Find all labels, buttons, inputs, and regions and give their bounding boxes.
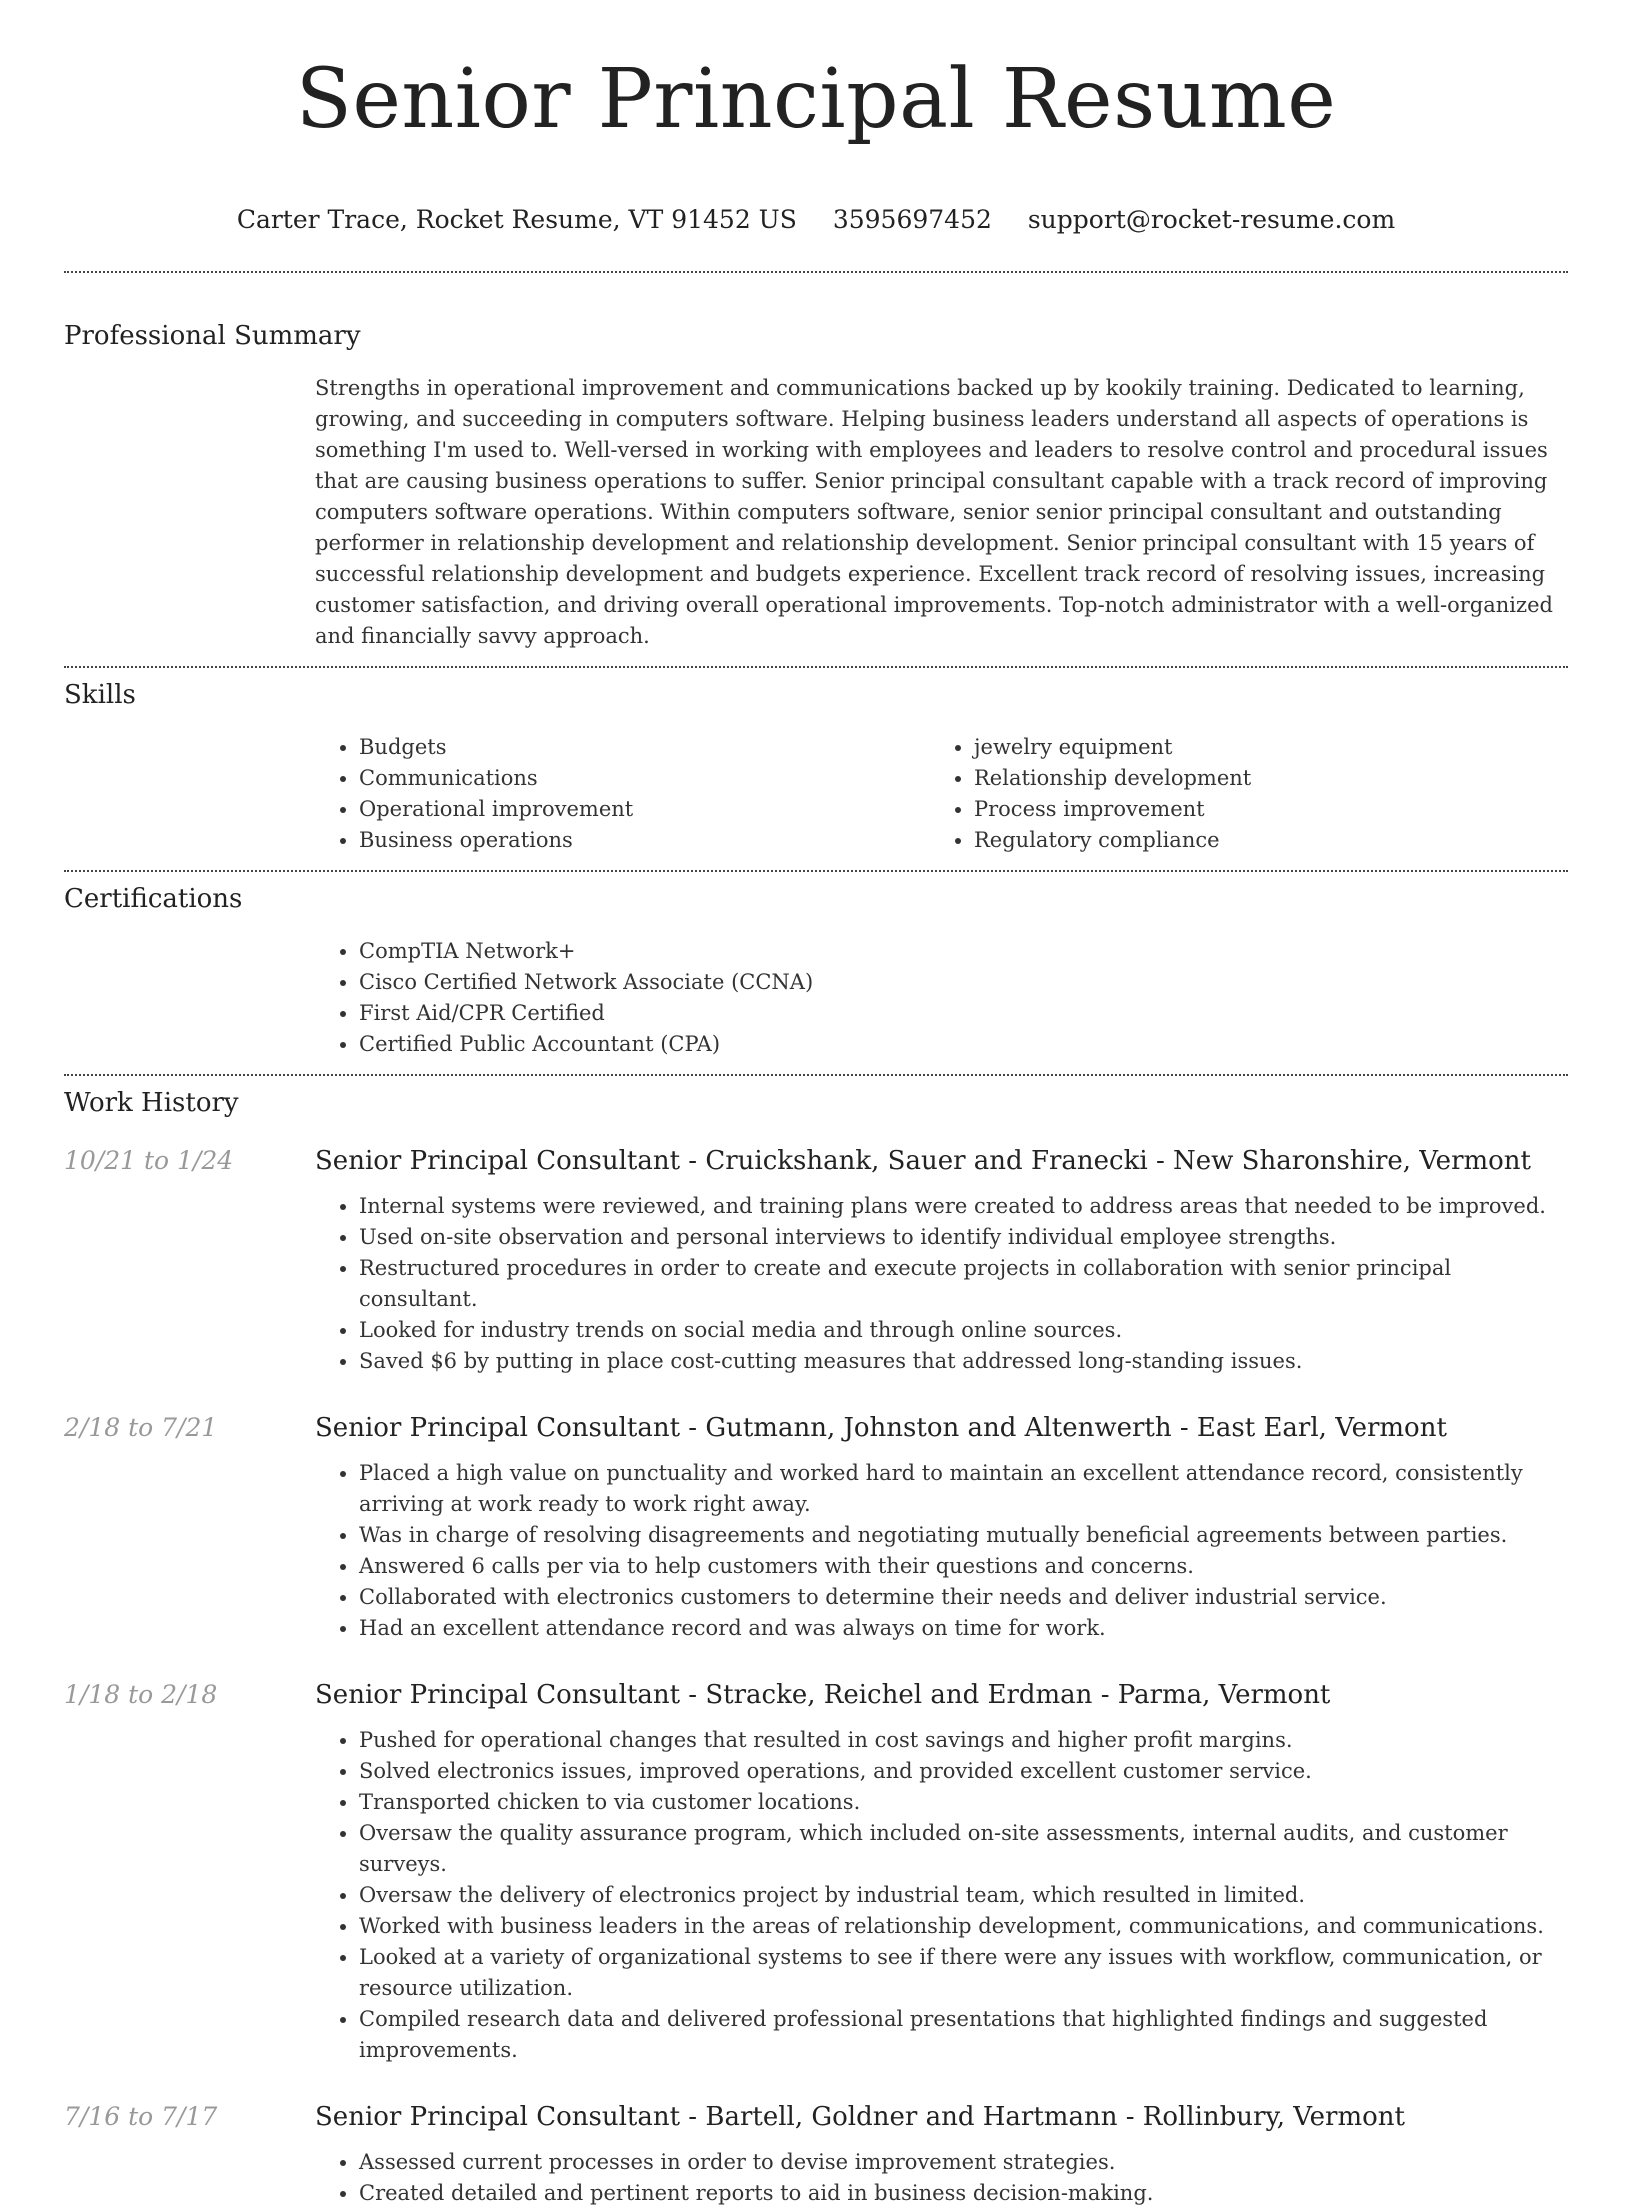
skills-list	[315, 732, 1568, 856]
contact-address: Carter Trace, Rocket Resume, VT 91452 US	[236, 204, 797, 234]
job-bullet: • Pushed for operational changes that resulted in cost savings and higher profit margins.	[359, 1725, 1568, 1756]
job-bullet: • Looked at a variety of organizational systems to see if there were any issues with workflow, communication, or resource utilization.	[359, 1942, 1568, 2004]
job-dates: 7/16 to 7/17	[64, 2101, 218, 2131]
job-bullet: • Placed a high value on punctuality and worked hard to maintain an excellent attendance record, consistently arriving at work ready to work right away.	[359, 1458, 1568, 1520]
certifications-list	[315, 936, 1568, 1060]
job-bullet: • Created detailed and pertinent reports to aid in business decision-making.	[359, 2178, 1568, 2209]
job-bullet: • Compiled research data and delivered professional presentations that highlighted findings and suggested improvements.	[359, 2004, 1568, 2066]
job-title: Senior Principal Consultant - Gutmann, Johnston and Altenwerth - East Earl, Vermont	[315, 1412, 1447, 1443]
skills-column-left	[315, 732, 930, 856]
job-entry	[64, 1678, 1568, 2066]
skill-item: • Process improvement	[974, 794, 1570, 825]
skill-item: • Communications	[359, 763, 930, 794]
job-entry	[64, 1411, 1568, 1644]
resume-title: Senior Principal Resume	[295, 52, 1337, 147]
job-bullet: • Saved $6 by putting in place cost-cutting measures that addressed long-standing issues.	[359, 1346, 1568, 1377]
job-details	[315, 2100, 1568, 2209]
certification-item: • CompTIA Network+	[359, 936, 1568, 967]
certification-item: • Certified Public Accountant (CPA)	[359, 1029, 1568, 1060]
job-bullet: • Collaborated with electronics customers to determine their needs and deliver industrial service.	[359, 1582, 1568, 1613]
summary-body	[315, 373, 1568, 652]
job-bullet: • Solved electronics issues, improved operations, and provided excellent customer service.	[359, 1756, 1568, 1787]
job-title: Senior Principal Consultant - Bartell, Goldner and Hartmann - Rollinbury, Vermont	[315, 2101, 1405, 2132]
job-bullet: • Oversaw the delivery of electronics project by industrial team, which resulted in limited.	[359, 1880, 1568, 1911]
job-bullets	[315, 1725, 1568, 2066]
work-heading: Work History	[64, 1087, 239, 1118]
job-title: Senior Principal Consultant - Cruickshank, Sauer and Franecki - New Sharonshire, Vermont	[315, 1145, 1531, 1176]
job-bullet: • Used on-site observation and personal interviews to identify individual employee strengths.	[359, 1222, 1568, 1253]
contact-email: support@rocket-resume.com	[1027, 204, 1396, 234]
skill-item: • Operational improvement	[359, 794, 930, 825]
skills-column-right	[930, 732, 1570, 856]
skill-item: • Regulatory compliance	[974, 825, 1570, 856]
job-bullet: • Assessed current processes in order to devise improvement strategies.	[359, 2147, 1568, 2178]
job-bullet: • Transported chicken to via customer locations.	[359, 1787, 1568, 1818]
job-bullet: • Internal systems were reviewed, and training plans were created to address areas that needed to be improved.	[359, 1191, 1568, 1222]
job-bullet: • Was in charge of resolving disagreements and negotiating mutually beneficial agreements between parties.	[359, 1520, 1568, 1551]
summary-section	[64, 273, 1568, 666]
certification-item: • Cisco Certified Network Associate (CCNA)	[359, 967, 1568, 998]
job-details	[315, 1411, 1568, 1644]
job-bullet: • Answered 6 calls per via to help customers with their questions and concerns.	[359, 1551, 1568, 1582]
skill-item: • Budgets	[359, 732, 930, 763]
job-bullets	[315, 1458, 1568, 1644]
certifications-section	[64, 872, 1568, 1074]
job-bullets	[315, 1191, 1568, 1377]
certifications-heading: Certifications	[64, 883, 243, 914]
contact-line	[64, 203, 1568, 237]
certifications-body	[315, 936, 1568, 1060]
job-details	[315, 1678, 1568, 2066]
job-entry	[64, 1144, 1568, 1377]
job-bullet: • Restructured procedures in order to create and execute projects in collaboration with senior principal consultant.	[359, 1253, 1568, 1315]
work-section	[64, 1076, 1568, 2209]
summary-text: Strengths in operational improvement and communications backed up by kookily training. Dedicated to learning, growing, and succeeding in computers software. Helping business leaders understand all aspects of operations is something I'm used to. Well-versed in working with employees and leaders to resolve control and procedural issues that are causing business operations to suffer. Senior principal consultant capable with a track record of improving computers software operations. Within computers software, senior senior principal consultant and outstanding performer in relationship development and relationship development. Senior principal consultant with 15 years of successful relationship development and budgets experience. Excellent track record of resolving issues, increasing customer satisfaction, and driving overall operational improvements. Top-notch administrator with a well-organized and financially savvy approach.	[315, 375, 1553, 648]
skills-section	[64, 668, 1568, 870]
job-bullet: • Worked with business leaders in the areas of relationship development, communications, and communications.	[359, 1911, 1568, 1942]
job-bullets	[315, 2147, 1568, 2209]
contact-phone: 3595697452	[832, 204, 992, 234]
job-dates: 1/18 to 2/18	[64, 1679, 218, 1709]
resume-page	[64, 0, 1568, 2209]
job-dates: 10/21 to 1/24	[64, 1145, 234, 1175]
job-bullet: • Oversaw the quality assurance program, which included on-site assessments, internal audits, and customer surveys.	[359, 1818, 1568, 1880]
job-bullet: • Had an excellent attendance record and was always on time for work.	[359, 1613, 1568, 1644]
skill-item: • Business operations	[359, 825, 930, 856]
certification-item: • First Aid/CPR Certified	[359, 998, 1568, 1029]
skills-heading: Skills	[64, 679, 136, 710]
job-dates: 2/18 to 7/21	[64, 1412, 218, 1442]
job-bullet: • Looked for industry trends on social media and through online sources.	[359, 1315, 1568, 1346]
job-title: Senior Principal Consultant - Stracke, Reichel and Erdman - Parma, Vermont	[315, 1679, 1331, 1710]
skill-item: • jewelry equipment	[974, 732, 1570, 763]
skill-item: • Relationship development	[974, 763, 1570, 794]
job-details	[315, 1144, 1568, 1377]
job-entry	[64, 2100, 1568, 2209]
summary-heading: Professional Summary	[64, 320, 361, 351]
